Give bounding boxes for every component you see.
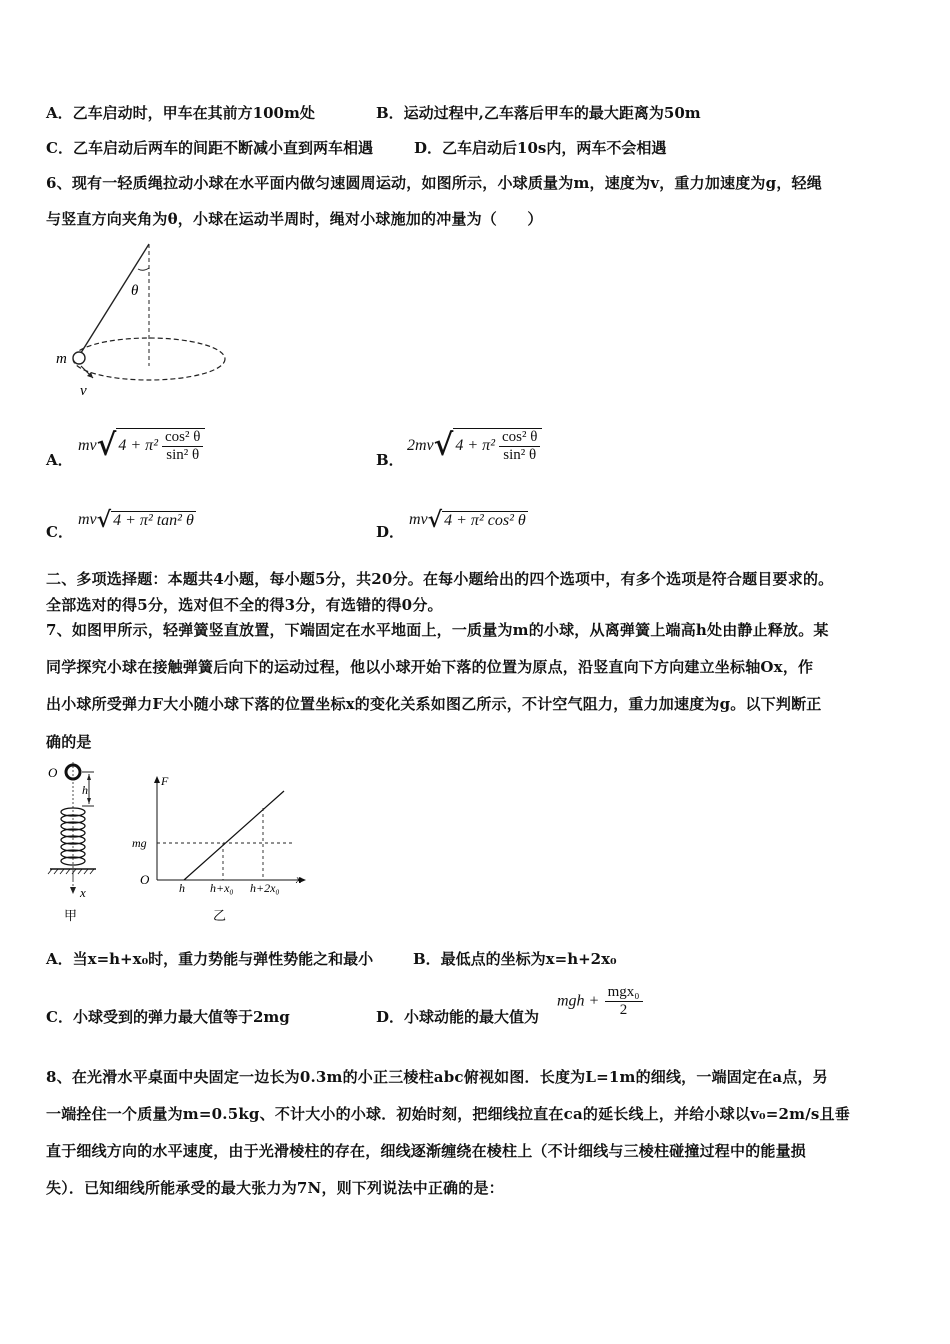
denominator: 2: [619, 1002, 628, 1018]
q6-stem-line-2: 与竖直方向夹角为θ，小球在运动半周时，绳对小球施加的冲量为（ ）: [46, 210, 543, 228]
q7-stem-line-4: 确的是: [46, 733, 92, 751]
q7-option-a: A．当x=h+x₀时，重力势能与弹性势能之和最小: [46, 950, 374, 968]
q7-stem-line-2: 同学探究小球在接触弹簧后向下的运动过程，他以小球开始下落的位置为原点，沿竖直向下方向建立坐标轴Ox，作: [46, 658, 814, 676]
spring-figure: [44, 760, 104, 925]
radical-sign-icon: √: [427, 507, 443, 533]
height-label: h: [82, 783, 88, 797]
conical-pendulum-figure: [50, 238, 235, 398]
q5-option-c: C．乙车启动后两车的间距不断减小直到两车相遇: [46, 139, 373, 157]
q6-option-d-formula: [409, 509, 528, 531]
q6-option-d-label: D．: [376, 523, 405, 541]
numerator: cos² θ: [162, 429, 203, 447]
radical-sign-icon: √: [433, 428, 454, 463]
denominator: sin² θ: [166, 447, 200, 463]
origin-label: O: [48, 765, 58, 780]
numerator: cos² θ: [499, 429, 540, 447]
mass-label: m: [56, 351, 67, 367]
x-axis-label: x: [296, 872, 302, 886]
q5-option-d: D．乙车启动后10s内，两车不会相遇: [414, 139, 667, 157]
coefficient: mv: [78, 511, 97, 528]
numerator: mgx₀: [605, 984, 643, 1002]
q6-option-c-formula: [78, 509, 196, 531]
q6-option-b-label: B．: [376, 451, 404, 469]
q7-option-c: C．小球受到的弹力最大值等于2mg: [46, 1008, 290, 1026]
q8-stem-line-4: 失）．已知细线所能承受的最大张力为7N，则下列说法中正确的是：: [46, 1179, 504, 1197]
q8-stem-line-1: 8、在光滑水平桌面中央固定一边长为0.3m的小正三棱柱abc俯视如图．长度为L=1m的细线，一端固定在a点，另: [46, 1068, 828, 1086]
q6-stem-line-1: 6、现有一轻质绳拉动小球在水平面内做匀速圆周运动，如图所示，小球质量为m，速度为v，重力加速度为g，轻绳: [46, 174, 822, 192]
figure-caption: 甲: [64, 908, 78, 923]
radical-sign-icon: √: [96, 428, 117, 463]
q8-stem-line-3: 直于细线方向的水平速度，由于光滑棱柱的存在，细线逐渐缠绕在棱柱上（不计细线与三棱柱碰撞过程中的能量损: [46, 1142, 807, 1160]
radicand: 4 + π²: [118, 437, 158, 455]
radical-sign-icon: √: [96, 507, 112, 533]
coefficient: mv: [409, 511, 428, 528]
coefficient: 2mv: [407, 437, 434, 454]
h-tick-label: h: [179, 881, 185, 895]
q7-stem-line-3: 出小球所受弹力F大小随小球下落的位置坐标x的变化关系如图乙所示，不计空气阻力，重力加速度为g。以下判断正: [46, 695, 822, 713]
q7-option-d-formula: [557, 984, 643, 1019]
radicand: 4 + π²: [455, 437, 495, 455]
force-displacement-graph: [130, 770, 315, 930]
figure-caption: 乙: [213, 908, 227, 923]
q6-option-a-formula: [78, 428, 205, 464]
q5-option-b: B．运动过程中,乙车落后甲车的最大距离为50m: [376, 104, 701, 122]
h-plus-x0-tick-label: h+x₀: [210, 881, 234, 895]
radicand: 4 + π² tan² θ: [113, 511, 194, 529]
q7-option-d-label: D．小球动能的最大值为: [376, 1008, 540, 1026]
lead-term: mgh +: [557, 992, 600, 1010]
x-axis-label: x: [80, 885, 86, 900]
q7-stem-line-1: 7、如图甲所示，轻弹簧竖直放置，下端固定在水平地面上，一质量为m的小球，从离弹簧上端高h处由静止释放。某: [46, 621, 829, 639]
F-axis-label: F: [161, 774, 169, 788]
q6-option-c-label: C．: [46, 523, 73, 541]
h-plus-2x0-tick-label: h+2x₀: [250, 881, 280, 895]
mg-label: mg: [132, 836, 147, 850]
q8-stem-line-2: 一端拴住一个质量为m=0.5kg、不计大小的小球．初始时刻，把细线拉直在ca的延长线上，并给小球以v₀=2m/s且垂: [46, 1105, 850, 1123]
velocity-label: v: [80, 383, 87, 398]
q6-option-b-formula: [407, 428, 542, 464]
coefficient: mv: [78, 437, 97, 454]
origin-label: O: [140, 872, 150, 887]
theta-label: θ: [131, 283, 139, 299]
radicand: 4 + π² cos² θ: [444, 511, 526, 529]
denominator: sin² θ: [503, 447, 537, 463]
q7-option-b: B．最低点的坐标为x=h+2x₀: [413, 950, 617, 968]
q6-option-a-label: A．: [46, 451, 73, 469]
section-2-heading-line-2: 全部选对的得5分，选对但不全的得3分，有选错的得0分。: [46, 596, 443, 614]
q5-option-a: A．乙车启动时，甲车在其前方100m处: [46, 104, 315, 122]
section-2-heading-line-1: 二、多项选择题：本题共4小题，每小题5分，共20分。在每小题给出的四个选项中，有多个选项是符合题目要求的。: [46, 570, 834, 588]
